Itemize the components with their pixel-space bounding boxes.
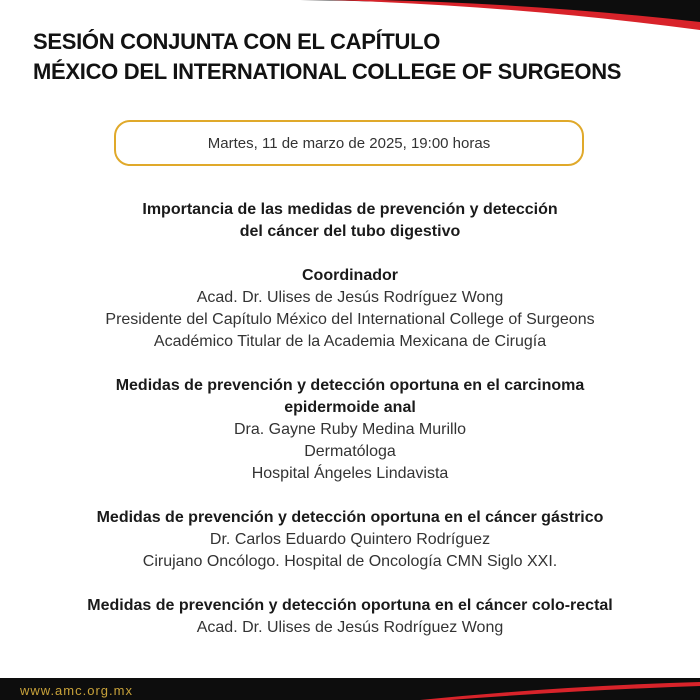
date-badge [114,120,584,166]
talk-1-detail-1: Dermatóloga [304,443,396,460]
talk-1-detail-2: Hospital Ángeles Lindavista [251,465,449,482]
coordinator-role-2: Académico Titular de la Academia Mexicana de Cirugía [153,333,547,350]
title-line-1: SESIÓN CONJUNTA CON EL CAPÍTULO [33,29,441,54]
coordinator-name: Acad. Dr. Ulises de Jesús Rodríguez Wong [196,289,504,306]
talk-1-title-line-1: Medidas de prevención y detección oportuna en el carcinoma [115,377,585,394]
page-title [33,27,621,87]
topic-line-1: Importancia de las medidas de prevención y detección [142,201,558,218]
title-line-2: MÉXICO DEL INTERNATIONAL COLLEGE OF SURGEONS [33,59,622,84]
coordinator-heading: Coordinador [302,267,398,284]
talk-3-speaker: Acad. Dr. Ulises de Jesús Rodríguez Wong [196,619,504,636]
talk-2-title: Medidas de prevención y detección oportuna en el cáncer gástrico [96,509,604,526]
talk-1-speaker: Dra. Gayne Ruby Medina Murillo [233,421,467,438]
coordinator-role-1: Presidente del Capítulo México del International College of Surgeons [105,311,595,328]
footer-website-link[interactable]: www.amc.org.mx [20,683,133,698]
topic-line-2: del cáncer del tubo digestivo [239,223,461,240]
talk-2-speaker: Dr. Carlos Eduardo Quintero Rodríguez [209,531,491,548]
talk-2-detail: Cirujano Oncólogo. Hospital de Oncología CMN Siglo XXI. [142,553,558,570]
talk-3-title: Medidas de prevención y detección oportuna en el cáncer colo-rectal [87,597,613,614]
date-text: Martes, 11 de marzo de 2025, 19:00 horas [207,134,491,152]
program-content [0,199,700,639]
talk-1-title-line-2: epidermoide anal [284,399,416,416]
